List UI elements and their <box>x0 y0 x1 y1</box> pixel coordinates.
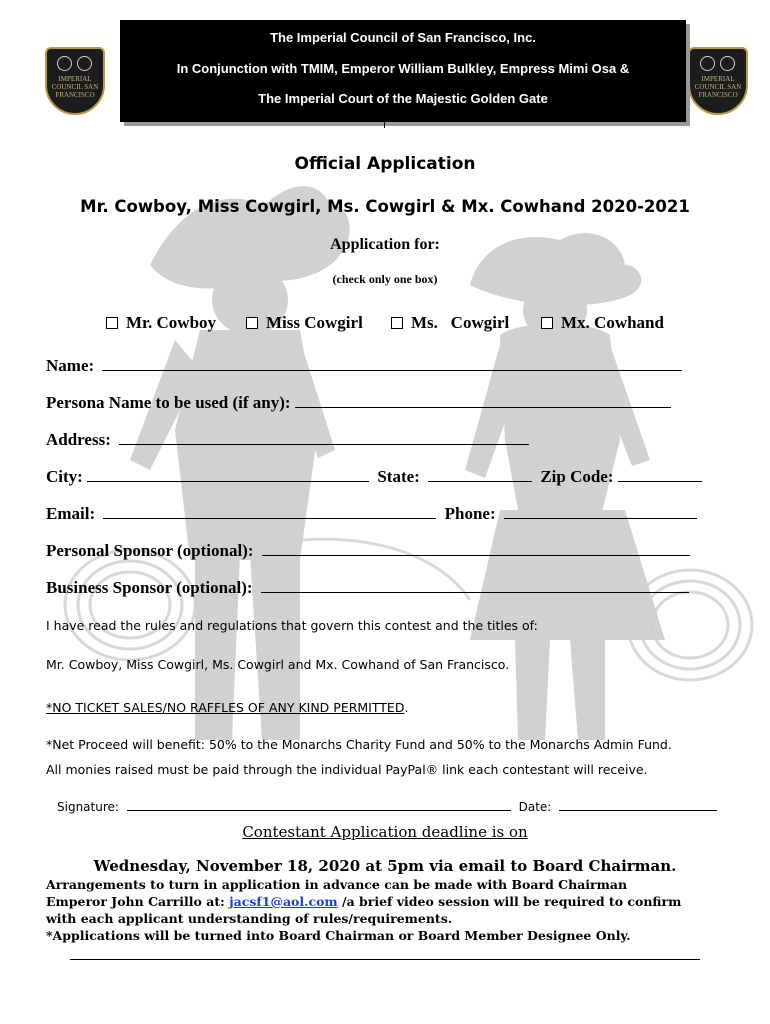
titles-statement: Mr. Cowboy, Miss Cowgirl, Ms. Cowgirl and Mx. Cowhand of San Francisco. <box>46 657 510 672</box>
net-proceed-notice: *Net Proceed will benefit: 50% to the Monarchs Charity Fund and 50% to the Monarchs Admin Fund. <box>46 737 672 752</box>
option-label: Mx. Cowhand <box>561 313 664 332</box>
seal-text: IMPERIAL COUNCIL SAN FRANCISCO <box>51 75 99 99</box>
monies-notice: All monies raised must be paid through the individual PayPal® link each contestant will receive. <box>46 762 648 777</box>
zip-field[interactable] <box>618 466 702 482</box>
arrangements-line-2 <box>46 894 681 909</box>
checkbox[interactable] <box>106 317 118 329</box>
deadline-heading: Contestant Application deadline is on <box>242 823 528 841</box>
crest-icon <box>57 56 72 71</box>
read-rules-statement: I have read the rules and regulations that govern this contest and the titles of: <box>46 618 538 633</box>
address-field[interactable] <box>119 429 529 445</box>
address-field-row <box>46 429 529 450</box>
personal-sponsor-field[interactable] <box>262 540 690 556</box>
option-mr-cowboy[interactable] <box>106 313 216 333</box>
no-ticket-sales-notice <box>46 700 408 715</box>
arrangements-line-3: with each applicant understanding of rules/requirements. <box>46 911 453 926</box>
checkbox[interactable] <box>246 317 258 329</box>
business-sponsor-row <box>46 577 689 598</box>
check-instruction: (check only one box) <box>332 272 438 286</box>
phone-label: Phone: <box>444 504 496 523</box>
option-label: Ms. Cowgirl <box>411 313 510 332</box>
city-label: City: <box>46 467 83 486</box>
business-sponsor-label: Business Sponsor (optional): <box>46 578 253 597</box>
chairman-email-link[interactable]: jacsf1@aol.com <box>229 894 338 909</box>
address-label: Address: <box>46 430 111 449</box>
option-miss-cowgirl[interactable] <box>246 313 363 333</box>
header-line-2: In Conjunction with TMIM, Emperor William Bulkley, Empress Mimi Osa & <box>176 61 630 76</box>
city-state-zip-row <box>46 466 702 487</box>
header-line-3: The Imperial Court of the Majestic Golden Gate <box>258 91 548 106</box>
zip-label: Zip Code: <box>540 467 614 486</box>
header-banner <box>120 20 686 122</box>
persona-label: Persona Name to be used (if any): <box>46 393 291 412</box>
arrangements-line-2-end: /a brief video session will be required to confirm <box>337 894 682 909</box>
option-label: Mr. Cowboy <box>126 313 217 332</box>
signature-label: Signature: <box>57 800 119 814</box>
phone-field[interactable] <box>504 503 697 519</box>
state-field[interactable] <box>428 466 532 482</box>
state-label: State: <box>377 467 420 486</box>
no-ticket-sales-text: *NO TICKET SALES/NO RAFFLES OF ANY KIND PERMITTED <box>46 700 405 715</box>
date-field[interactable] <box>559 798 717 811</box>
application-for-label: Application for: <box>330 236 440 253</box>
submission-notice: *Applications will be turned into Board Chairman or Board Member Designee Only. <box>46 928 631 943</box>
business-sponsor-field[interactable] <box>261 577 689 593</box>
email-phone-row <box>46 503 697 524</box>
crest-icon <box>77 56 92 71</box>
persona-field-row <box>46 392 671 413</box>
signature-row <box>57 798 717 814</box>
city-field[interactable] <box>87 466 369 482</box>
imperial-council-seal-right <box>688 47 748 115</box>
personal-sponsor-label: Personal Sponsor (optional): <box>46 541 254 560</box>
personal-sponsor-row <box>46 540 690 561</box>
signature-field[interactable] <box>127 798 511 811</box>
name-field[interactable] <box>102 355 682 371</box>
checkbox[interactable] <box>391 317 403 329</box>
name-label: Name: <box>46 356 95 375</box>
no-ticket-sales-period: . <box>404 700 409 715</box>
persona-field[interactable] <box>295 392 671 408</box>
header-line-1: The Imperial Council of San Francisco, Inc. <box>270 30 536 45</box>
email-label: Email: <box>46 504 96 523</box>
arrangements-line-2-start: Emperor John Carrillo at: <box>46 894 230 909</box>
imperial-council-seal-left <box>45 47 105 115</box>
date-label: Date: <box>518 800 552 814</box>
deadline-date: Wednesday, November 18, 2020 at 5pm via email to Board Chairman. <box>93 857 677 875</box>
option-ms-cowgirl[interactable] <box>391 313 509 333</box>
seal-text: IMPERIAL COUNCIL SAN FRANCISCO <box>694 75 742 99</box>
arrangements-line-1: Arrangements to turn in application in advance can be made with Board Chairman <box>46 877 628 892</box>
bottom-divider <box>70 959 700 960</box>
option-mx-cowhand[interactable] <box>541 313 664 333</box>
crest-icon <box>720 56 735 71</box>
page-subtitle: Mr. Cowboy, Miss Cowgirl, Ms. Cowgirl & Mx. Cowhand 2020-2021 <box>80 197 690 216</box>
page-title: Official Application <box>294 154 476 174</box>
option-label: Miss Cowgirl <box>266 313 363 332</box>
divider-tick <box>384 121 385 128</box>
name-field-row <box>46 355 682 376</box>
crest-icon <box>700 56 715 71</box>
email-field[interactable] <box>103 503 436 519</box>
checkbox[interactable] <box>541 317 553 329</box>
